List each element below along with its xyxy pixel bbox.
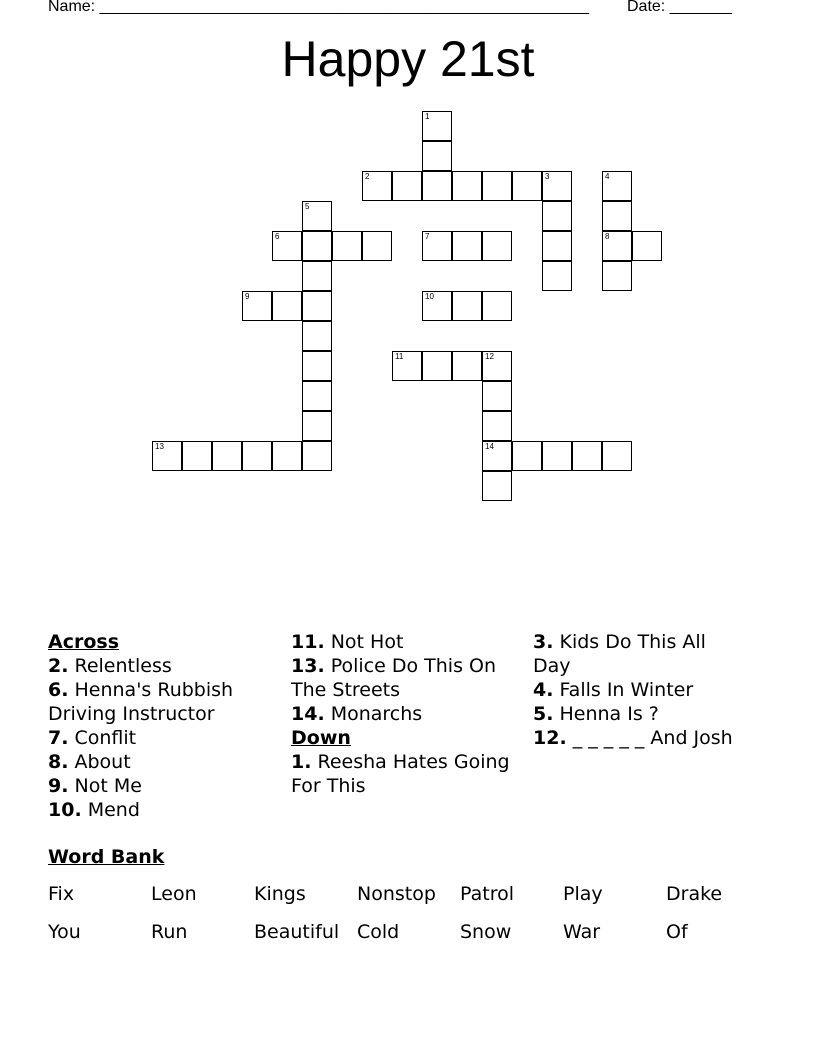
clue-number: 1 [425, 112, 430, 121]
clue-number: 6. [48, 679, 69, 701]
word-bank-word: Fix [48, 883, 75, 905]
grid-cell[interactable] [392, 351, 422, 381]
across-clue-list-continued [291, 630, 516, 726]
name-field-label: Name: _______________________________________________________ [48, 0, 589, 15]
grid-cell[interactable] [272, 231, 302, 261]
grid-cell[interactable] [302, 441, 332, 471]
across-clue [48, 654, 288, 678]
word-bank-word: Cold [357, 921, 400, 943]
clue-text: Police Do This On The Streets [291, 655, 497, 701]
grid-cell[interactable] [422, 351, 452, 381]
clue-number: 12 [485, 352, 494, 361]
word-bank-word: You [48, 921, 81, 943]
clues-column-3 [533, 630, 733, 750]
clue-text: Mend [81, 799, 140, 821]
grid-cell[interactable] [542, 171, 572, 201]
clues-section [48, 630, 748, 830]
grid-cell[interactable] [512, 441, 542, 471]
grid-cell[interactable] [422, 171, 452, 201]
clue-number: 2. [48, 655, 69, 677]
down-clue-list-continued [533, 630, 733, 750]
word-bank-word: Leon [151, 883, 197, 905]
grid-cell[interactable] [542, 261, 572, 291]
down-heading: Down [291, 727, 351, 749]
across-clue [291, 630, 516, 654]
clue-number: 14 [485, 442, 494, 451]
clue-number: 8. [48, 751, 69, 773]
clue-number: 12. [533, 727, 567, 749]
clues-column-1 [48, 630, 288, 822]
word-bank-word: War [563, 921, 601, 943]
down-clue [291, 750, 516, 798]
grid-cell[interactable] [302, 381, 332, 411]
page-title: Happy 21st [281, 31, 535, 87]
grid-cell[interactable] [452, 291, 482, 321]
grid-cell[interactable] [362, 231, 392, 261]
grid-cell[interactable] [302, 321, 332, 351]
grid-cell[interactable] [182, 441, 212, 471]
clue-number: 4. [533, 679, 554, 701]
clue-text: Relentless [68, 655, 172, 677]
word-bank-word: Play [563, 883, 603, 905]
grid-cell[interactable] [452, 171, 482, 201]
across-clue [48, 678, 288, 726]
across-clue [291, 654, 516, 702]
grid-cell[interactable] [572, 441, 602, 471]
word-bank-word: Kings [254, 883, 306, 905]
down-clue [533, 726, 733, 750]
word-bank-word: Of [666, 921, 688, 943]
grid-cell[interactable] [602, 441, 632, 471]
clue-number: 11 [395, 352, 404, 361]
grid-cell[interactable] [302, 201, 332, 231]
clue-number: 13 [155, 442, 164, 451]
grid-cell[interactable] [422, 141, 452, 171]
clue-number: 7 [425, 232, 430, 241]
clues-column-2 [291, 630, 516, 798]
grid-cell[interactable] [482, 231, 512, 261]
clue-number: 9 [245, 292, 250, 301]
across-clue [291, 702, 516, 726]
grid-cell[interactable] [152, 441, 182, 471]
grid-cell[interactable] [302, 261, 332, 291]
clue-number: 10 [425, 292, 434, 301]
grid-cell[interactable] [302, 351, 332, 381]
clue-text: About [68, 751, 131, 773]
grid-cell[interactable] [482, 471, 512, 501]
clue-text: Kids Do This All Day [533, 631, 706, 677]
grid-cell[interactable] [302, 291, 332, 321]
date-field-label: Date: _______ [627, 0, 732, 15]
grid-cell[interactable] [482, 171, 512, 201]
grid-cell[interactable] [452, 351, 482, 381]
grid-cell[interactable] [272, 441, 302, 471]
grid-cell[interactable] [242, 291, 272, 321]
grid-cell[interactable] [602, 201, 632, 231]
grid-cell[interactable] [272, 291, 302, 321]
grid-cell[interactable] [512, 171, 542, 201]
clue-number: 13. [291, 655, 325, 677]
clue-text: _ _ _ _ _ And Josh [566, 727, 733, 749]
clue-text: Not Me [68, 775, 142, 797]
grid-cell[interactable] [482, 351, 512, 381]
word-bank-title: Word Bank [48, 846, 165, 868]
grid-cell[interactable] [422, 291, 452, 321]
across-clue [48, 774, 288, 798]
clue-number: 7. [48, 727, 69, 749]
across-clue [48, 726, 288, 750]
grid-cell[interactable] [602, 231, 632, 261]
across-heading: Across [48, 631, 120, 653]
grid-cell[interactable] [482, 441, 512, 471]
clue-number: 3 [545, 172, 550, 181]
clue-text: Monarchs [324, 703, 423, 725]
grid-cell[interactable] [302, 411, 332, 441]
clue-number: 6 [275, 232, 280, 241]
grid-cell[interactable] [482, 411, 512, 441]
clue-number: 4 [605, 172, 610, 181]
grid-cell[interactable] [332, 231, 362, 261]
clue-number: 1. [291, 751, 312, 773]
down-clue [533, 630, 733, 678]
grid-cell[interactable] [542, 441, 572, 471]
word-bank-word: Snow [460, 921, 512, 943]
across-clue [48, 798, 288, 822]
grid-cell[interactable] [212, 441, 242, 471]
grid-cell[interactable] [602, 261, 632, 291]
down-clue [533, 678, 733, 702]
clue-text: Conflit [68, 727, 137, 749]
clue-number: 11. [291, 631, 325, 653]
clue-number: 10. [48, 799, 82, 821]
grid-cell[interactable] [542, 201, 572, 231]
grid-cell[interactable] [452, 231, 482, 261]
grid-cell[interactable] [482, 381, 512, 411]
grid-cell[interactable] [362, 171, 392, 201]
grid-cell[interactable] [392, 171, 422, 201]
word-bank-word: Beautiful [254, 921, 340, 943]
clue-number: 9. [48, 775, 69, 797]
grid-cell[interactable] [422, 111, 452, 141]
grid-cell[interactable] [602, 171, 632, 201]
clue-number: 3. [533, 631, 554, 653]
clue-number: 5. [533, 703, 554, 725]
across-clue [48, 750, 288, 774]
clue-text: Henna Is ? [553, 703, 659, 725]
grid-cell[interactable] [302, 231, 332, 261]
grid-cell[interactable] [632, 231, 662, 261]
grid-cell[interactable] [242, 441, 272, 471]
word-bank-word: Nonstop [357, 883, 436, 905]
clue-number: 2 [365, 172, 370, 181]
clue-text: Henna's Rubbish Driving Instructor [48, 679, 234, 725]
clue-text: Falls In Winter [553, 679, 694, 701]
down-clue [533, 702, 733, 726]
word-bank-word: Drake [666, 883, 723, 905]
clue-number: 5 [305, 202, 310, 211]
word-bank-word: Patrol [460, 883, 514, 905]
word-bank-word: Run [151, 921, 188, 943]
grid-cell[interactable] [422, 231, 452, 261]
clue-number: 8 [605, 232, 610, 241]
clue-number: 14. [291, 703, 325, 725]
grid-cell[interactable] [542, 231, 572, 261]
grid-cell[interactable] [482, 291, 512, 321]
down-clue-list [291, 750, 516, 798]
clue-text: Not Hot [324, 631, 404, 653]
clue-text: Reesha Hates Going For This [291, 751, 510, 797]
across-clue-list [48, 654, 288, 822]
